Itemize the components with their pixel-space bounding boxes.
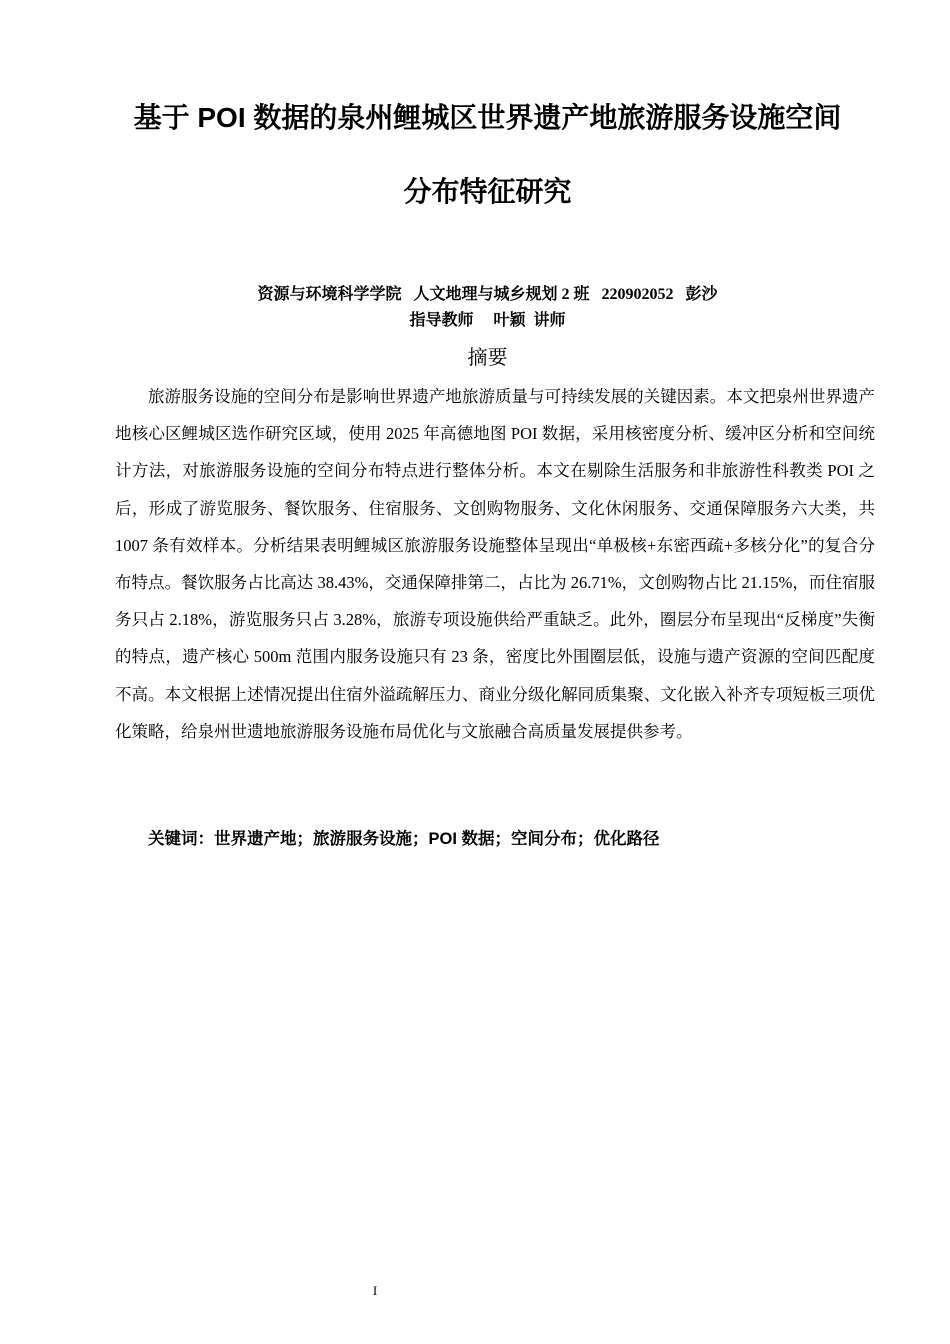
- title-line-1: 基于 POI 数据的泉州鲤城区世界遗产地旅游服务设施空间: [133, 102, 842, 133]
- advisor-info: 指导教师 叶颖 讲师: [409, 312, 566, 329]
- keywords: 关键词：世界遗产地；旅游服务设施；POI 数据；空间分布；优化路径: [148, 830, 660, 848]
- author-info: 资源与环境科学学院 人文地理与城乡规划 2 班 220902052 彭沙: [257, 286, 718, 303]
- abstract-heading: 摘要: [467, 345, 508, 369]
- title-line-2: 分布特征研究: [403, 176, 572, 207]
- page-number: I: [372, 1283, 378, 1298]
- abstract-body: 旅游服务设施的空间分布是影响世界遗产地旅游质量与可持续发展的关键因素。本文把泉州世界遗产地核心区鲤城区选作研究区域，使用 2025 年高德地图 POI 数据，采用核密度分析、缓冲区分析和空间统计方法，对旅游服务设施的空间分布特点进行整体分析。本文在剔除生活服务和非旅游性科教类 POI 之后，形成了游览服务、餐饮服务、住宿服务、文创购物服务、文化休闲服务、交通保障服务六大类，共 1007 条有效样本。分析结果表明鲤城区旅游服务设施整体呈现出“单极核+东密西疏+多核分化”的复合分布特点。餐饮服务占比高达 38.43%，交通保障排第二，占比为 26.71%，文创购物占比 21.15%，而住宿服务只占 2.18%，游览服务只占 3.28%，旅游专项设施供给严重缺乏。此外，圈层分布呈现出“反梯度”失衡的特点，遗产核心 500m 范围内服务设施只有 23 条，密度比外围圈层低，设施与遗产资源的空间匹配度不高。本文根据上述情况提出住宿外溢疏解压力、商业分级化解同质集聚、文化嵌入补齐专项短板三项优化策略，给泉州世遗地旅游服务设施布局优化与文旅融合高质量发展提供参考。: [115, 387, 875, 741]
